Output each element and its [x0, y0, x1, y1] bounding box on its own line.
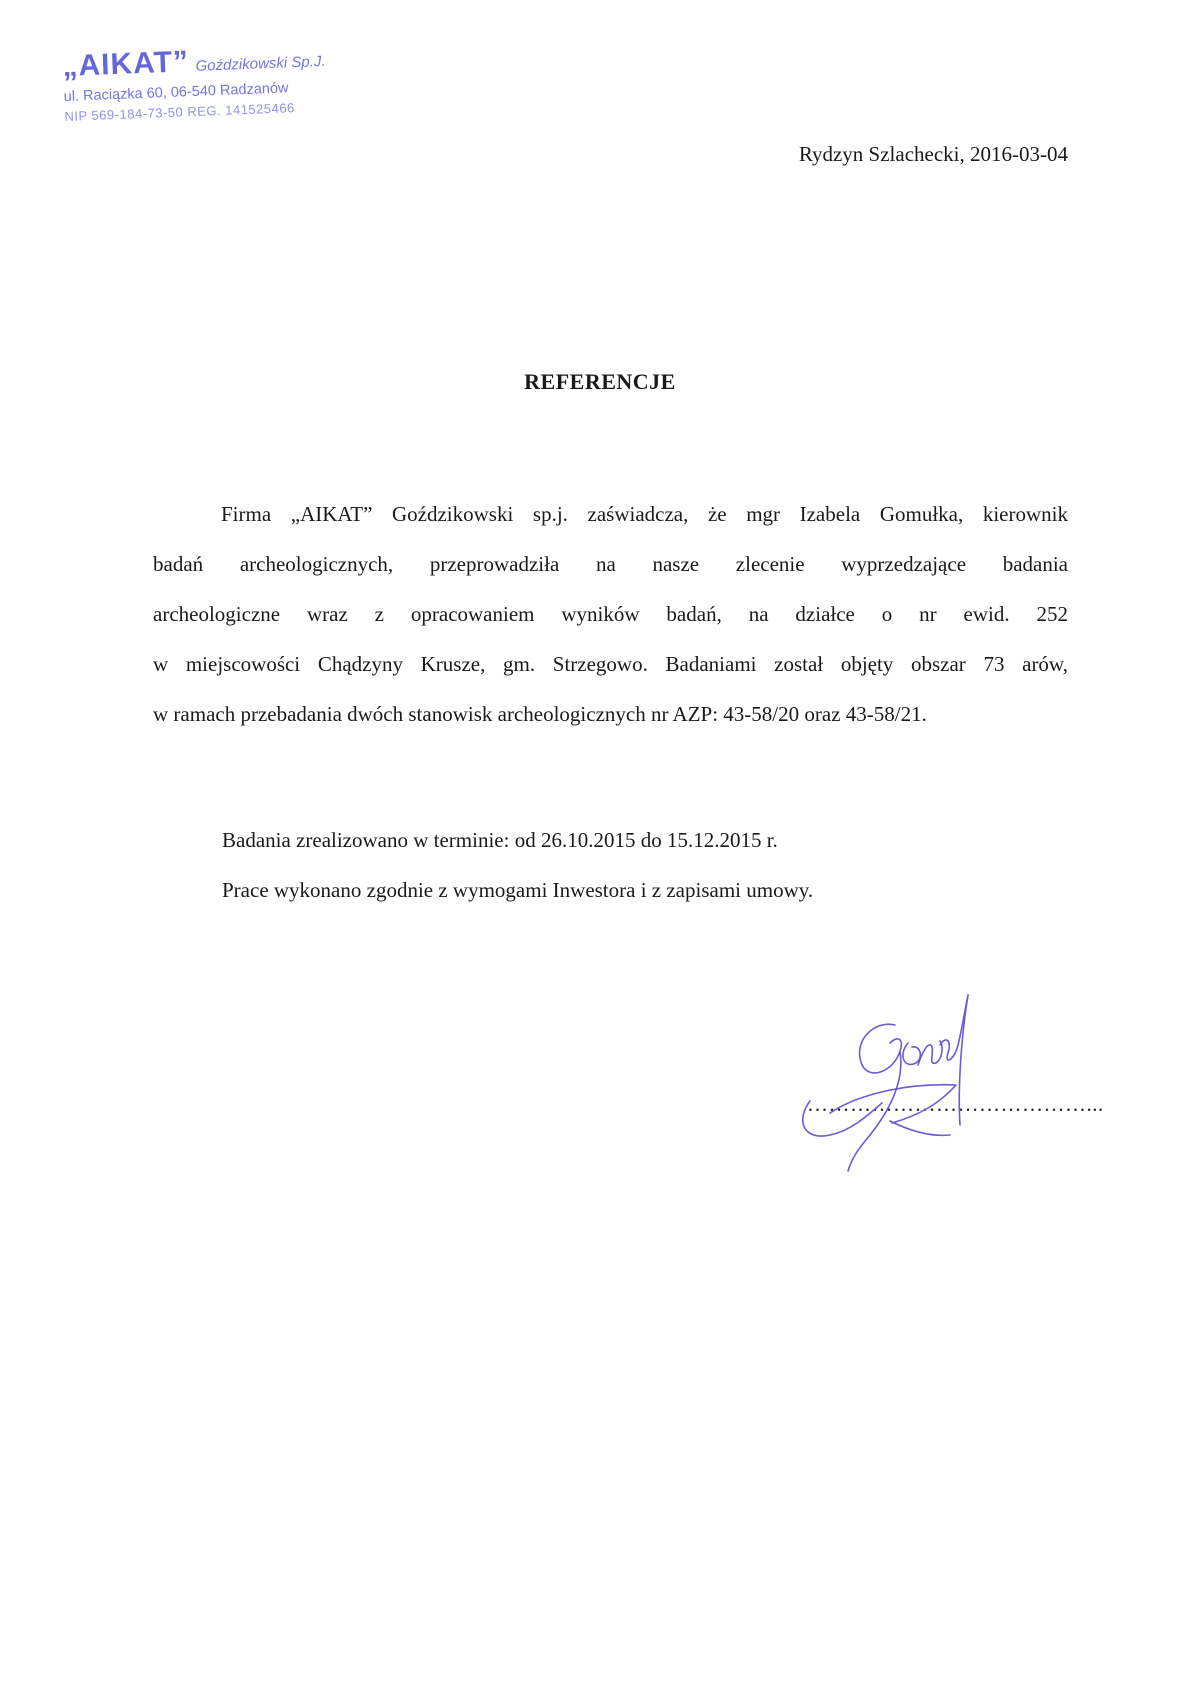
- body-line: Firma „AIKAT” Goździkowski sp.j. zaświadcza, że mgr Izabela Gomułka, kierownik: [221, 502, 1068, 526]
- stamp-registry: NIP 569-184-73-50 REG. 141525466: [64, 100, 296, 124]
- body-line: w miejscowości Chądzyny Krusze, gm. Strzegowo. Badaniami został objęty obszar 73 arów,: [153, 652, 1068, 676]
- place-and-date: Rydzyn Szlachecki, 2016-03-04: [798, 142, 1068, 166]
- signature-line: …………………………………...: [807, 1092, 1104, 1116]
- compliance-statement: Prace wykonano zgodnie z wymogami Inwestora i z zapisami umowy.: [222, 878, 814, 902]
- body-line: w ramach przebadania dwóch stanowisk archeologicznych nr AZP: 43-58/20 oraz 43-58/21.: [153, 702, 927, 726]
- handwritten-signature: [790, 985, 1050, 1175]
- body-paragraph: [153, 489, 1068, 739]
- research-term: Badania zrealizowano w terminie: od 26.10.2015 do 15.12.2015 r.: [222, 828, 778, 852]
- body-line: archeologiczne wraz z opracowaniem wyników badań, na działce o nr ewid. 252: [153, 602, 1068, 626]
- stamp-firm-name: Goździkowski Sp.J.: [195, 52, 326, 75]
- document-title: REFERENCJE: [524, 369, 676, 394]
- body-line: badań archeologicznych, przeprowadziła na nasze zlecenie wyprzedzające badania: [153, 552, 1068, 576]
- company-stamp: [62, 41, 345, 127]
- stamp-address: ul. Raciązka 60, 06-540 Radzanów: [63, 80, 289, 105]
- stamp-brand: „AIKAT”: [61, 45, 190, 83]
